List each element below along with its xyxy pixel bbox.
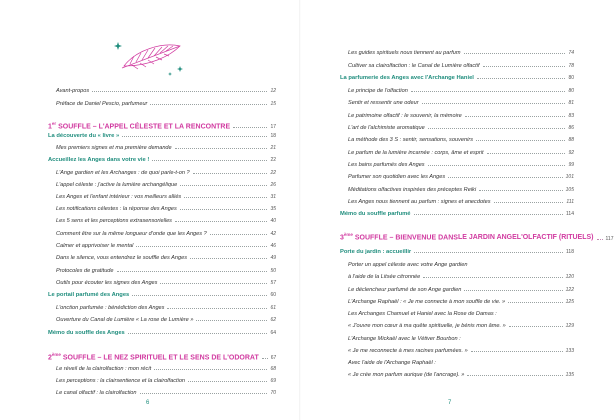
dot-leader — [193, 173, 268, 174]
toc-entry-text: Le réveil de la clairolfaction : mon récit — [56, 366, 152, 372]
toc-page-number: 88 — [568, 137, 574, 143]
toc-entry — [340, 150, 574, 156]
toc-entry — [48, 194, 276, 200]
toc-page-number: 125 — [565, 299, 574, 305]
toc-page-number: 129 — [565, 323, 574, 329]
toc-page-number: 83 — [568, 113, 574, 119]
toc-page-number: 64 — [270, 330, 276, 336]
toc-entry — [340, 372, 574, 378]
toc-entry-text: Le déclencheur parfumé de son Ange gardien — [348, 287, 462, 293]
toc-entry-text: Mémo du souffle parfumé — [340, 211, 411, 217]
toc-heading-text: SOUFFLE – BIENVENUE DANS — [352, 234, 458, 242]
toc-heading-ordinal: ème — [51, 352, 61, 357]
toc-entry-text: Avec l'aide de l'Archange Raphaël : — [348, 360, 436, 366]
toc-entry-text: Le canal olfactif : la clairolfaction — [56, 390, 137, 396]
table-of-contents-right — [340, 0, 614, 420]
left-page — [0, 0, 300, 420]
toc-entry-text: L'Archange Raphaël : « Je me connecte à mon souffle de vie. » — [348, 299, 506, 305]
toc-entry — [48, 255, 276, 261]
toc-page-number: 118 — [566, 249, 574, 255]
dot-leader — [154, 369, 267, 370]
dot-leader — [411, 91, 566, 92]
toc-entry — [48, 243, 276, 249]
toc-entry-text: Les guides spirituels nous tiennent au parfum — [348, 50, 461, 56]
right-page — [300, 0, 614, 420]
toc-entry — [48, 218, 276, 224]
dot-leader — [152, 160, 267, 161]
dot-leader — [180, 185, 267, 186]
toc-chapter — [48, 330, 276, 336]
toc-page-number: 40 — [270, 218, 276, 224]
toc-entry — [340, 262, 574, 268]
dot-leader — [483, 66, 566, 67]
toc-entry-text: L'onction parfumée : bénédiction des Anges — [56, 305, 165, 311]
toc-section-heading — [48, 121, 276, 130]
toc-page-number: 26 — [270, 182, 276, 188]
toc-entry-text: Les Anges nous tiennent au parfum : signes et anecdotes — [348, 199, 491, 205]
dot-leader — [471, 351, 563, 352]
toc-entry — [48, 182, 276, 188]
toc-chapter — [340, 211, 574, 217]
toc-entry — [340, 336, 574, 342]
dot-leader — [180, 209, 268, 210]
toc-entry-text: Accueillez les Anges dans votre vie ! — [48, 157, 150, 163]
toc-entry-text: Ouverture du Canal de Lumière « La rose de Lumière » — [56, 317, 194, 323]
toc-entry-text: L'art de l'alchimiste aromatique — [348, 125, 425, 131]
dot-leader — [422, 103, 566, 104]
dot-leader — [479, 190, 563, 191]
dot-leader — [414, 214, 563, 215]
toc-entry-text: Les notifications célestes : la réponse des Anges — [56, 206, 177, 212]
toc-chapter — [340, 249, 574, 255]
toc-page-number: 99 — [568, 162, 574, 168]
toc-entry-text: à l'aide de la Litsée citronnée — [348, 274, 421, 280]
dot-leader — [448, 177, 563, 178]
toc-entry-text: Mémo du souffle des Anges — [48, 330, 125, 336]
toc-entry — [48, 390, 276, 396]
toc-chapter — [340, 75, 574, 81]
dot-leader — [428, 165, 566, 166]
toc-entry-text: Le portail parfumé des Anges — [48, 292, 130, 298]
toc-page-number: 133 — [565, 348, 574, 354]
toc-entry-text: Méditations olfactives inspirées des préceptes Reiki — [348, 187, 477, 193]
toc-page-number: 57 — [270, 280, 276, 286]
toc-page-number: 111 — [566, 199, 574, 205]
toc-page-number: 46 — [270, 243, 276, 249]
dot-leader — [92, 91, 267, 92]
dot-leader — [509, 326, 563, 327]
toc-entry — [48, 280, 276, 286]
toc-entry — [48, 145, 276, 151]
toc-entry-text: L'appel céleste : j'active la lumière archangélique — [56, 182, 178, 188]
page-number-right: 7 — [448, 400, 452, 406]
toc-heading-number: 2 — [48, 354, 52, 362]
table-of-contents-left — [48, 0, 276, 420]
toc-entry-text: Avant-propos — [56, 88, 90, 94]
toc-heading-line2 — [458, 234, 614, 242]
toc-entry — [340, 50, 574, 56]
toc-entry-text: « Je crée mon parfum aurique (de l'ancrage). » — [348, 372, 465, 378]
toc-entry — [48, 170, 276, 176]
toc-page-number: 86 — [568, 125, 574, 131]
toc-chapter — [48, 133, 276, 139]
toc-entry — [48, 231, 276, 237]
dot-leader — [190, 258, 267, 259]
toc-page-number: 49 — [270, 255, 276, 261]
toc-page-number: 81 — [568, 100, 574, 106]
toc-entry — [340, 88, 574, 94]
toc-entry-text: Mes premiers signes et ma première demande — [56, 145, 172, 151]
toc-heading-line1 — [340, 231, 458, 242]
toc-entry-text: La méthode des 3 S : sentir, sensations, souvenirs — [348, 137, 473, 143]
toc-page-number: 67 — [270, 355, 277, 362]
toc-entry — [340, 162, 574, 168]
toc-page-number: 117 — [605, 236, 614, 243]
toc-page-number: 80 — [568, 88, 574, 94]
toc-page-number: 120 — [565, 274, 574, 280]
toc-entry — [48, 268, 276, 274]
toc-entry — [48, 206, 276, 212]
toc-entry — [48, 366, 276, 372]
toc-entry-text: L'Archange Mickaël avec le Vétiver Bourbon : — [348, 336, 461, 342]
toc-entry-text: Les Archanges Chamuel et Haniel avec la Rose de Damas : — [348, 311, 497, 317]
dot-leader — [117, 271, 268, 272]
toc-entry — [340, 299, 574, 305]
toc-entry-text: Le principe de l'olfaction — [348, 88, 408, 94]
toc-entry — [340, 311, 574, 317]
dot-leader — [508, 302, 562, 303]
dot-leader — [476, 140, 565, 141]
toc-entry-text: Comment être sur la même longueur d'onde que les Anges ? — [56, 231, 207, 237]
toc-entry — [340, 63, 574, 69]
toc-entry — [48, 88, 276, 94]
toc-entry-text: Les bains parfumés des Anges — [348, 162, 425, 168]
toc-entry-text: Porte du jardin : accueillir — [340, 249, 412, 255]
toc-page-number: 35 — [270, 206, 276, 212]
dot-leader — [132, 295, 267, 296]
dot-leader — [465, 116, 566, 117]
toc-entry — [340, 113, 574, 119]
toc-page-number: 31 — [270, 194, 276, 200]
toc-entry-text: Le parfum de la lumière incarnée : corps, âme et esprit — [348, 150, 484, 156]
dot-leader — [210, 234, 268, 235]
toc-entry — [340, 100, 574, 106]
dot-leader — [196, 320, 267, 321]
dot-leader — [188, 381, 267, 382]
toc-entry-text: Dans le silence, vous entendrez le souffle des Anges — [56, 255, 188, 261]
toc-page-number: 22 — [270, 157, 276, 163]
toc-entry-text: « Je me reconnecte à mes racines parfumées. » — [348, 348, 468, 354]
dot-leader — [167, 308, 267, 309]
toc-page-number: 78 — [568, 63, 574, 69]
toc-entry — [340, 174, 574, 180]
toc-entry — [48, 378, 276, 384]
toc-entry — [340, 287, 574, 293]
dot-leader — [494, 202, 564, 203]
toc-heading-number: 3 — [340, 234, 344, 242]
toc-page-number: 60 — [270, 292, 276, 298]
dot-leader — [464, 290, 562, 291]
toc-heading-text-line2: LE JARDIN ANGEL'OLFACTIF (RITUELS) — [457, 234, 594, 242]
dot-leader — [175, 148, 268, 149]
toc-heading — [48, 352, 259, 361]
toc-entry — [340, 187, 574, 193]
toc-page-number: 12 — [270, 88, 276, 94]
dot-leader — [428, 128, 566, 129]
toc-entry-text: La parfumerie des Anges avec l'Archange Haniel — [340, 75, 474, 81]
toc-entry-text: Protocoles de gratitude — [56, 268, 114, 274]
dot-leader — [160, 283, 267, 284]
toc-page-number: 18 — [270, 133, 276, 139]
toc-entry-text: Préface de Daniel Pescio, parfumeur — [56, 101, 148, 107]
dot-leader — [184, 197, 267, 198]
toc-page-number: 22 — [270, 170, 276, 176]
toc-entry-text: Outils pour écouter les signes des Anges — [56, 280, 158, 286]
toc-entry — [340, 274, 574, 280]
toc-entry — [340, 323, 574, 329]
toc-section-heading — [340, 231, 614, 243]
dot-leader — [477, 78, 566, 79]
dot-leader — [262, 358, 268, 359]
dot-leader — [136, 246, 267, 247]
dot-leader — [122, 136, 267, 137]
dot-leader — [467, 375, 562, 376]
toc-entry-text: Les perceptions : la clairsentience et la clairolfaction — [56, 378, 186, 384]
toc-heading-number: 1 — [48, 123, 52, 131]
toc-entry-text: Parfumer son quotidien avec les Anges — [348, 174, 446, 180]
toc-page-number: 122 — [565, 287, 574, 293]
toc-entry-text: Les 5 sens et les perceptions extrasensorielles — [56, 218, 172, 224]
toc-entry-text: Le patrimoine olfactif : le souvenir, la mémoire — [348, 113, 462, 119]
toc-page-number: 42 — [270, 231, 276, 237]
toc-page-number: 101 — [565, 174, 574, 180]
dot-leader — [414, 252, 563, 253]
dot-leader — [423, 277, 562, 278]
toc-heading-text: SOUFFLE – L'APPEL CÉLESTE ET LA RENCONTRE — [56, 123, 231, 131]
toc-entry-text: « J'ouvre mon cœur à ma quête spirituelle, je bénis mon âme. » — [348, 323, 506, 329]
dot-leader — [487, 153, 566, 154]
toc-entry-text: Les Anges et l'enfant intérieur : vos meilleurs alliés — [56, 194, 182, 200]
toc-heading — [48, 121, 230, 130]
dot-leader — [140, 393, 268, 394]
dot-leader — [128, 333, 268, 334]
toc-heading-text: SOUFFLE – LE NEZ SPIRITUEL ET LE SENS DE L'ODORAT — [60, 354, 259, 362]
dot-leader — [175, 221, 267, 222]
toc-entry — [340, 348, 574, 354]
toc-page-number: 50 — [270, 268, 276, 274]
toc-page-number: 70 — [270, 390, 276, 396]
toc-section-heading — [48, 352, 276, 361]
toc-entry — [48, 317, 276, 323]
toc-entry-text: Porter un appel céleste avec votre Ange gardien — [348, 262, 468, 268]
toc-entry-text: L'Ange gardien et les Archanges : de quoi parle-t-on ? — [56, 170, 190, 176]
toc-page-number: 80 — [568, 75, 574, 81]
toc-page-number: 92 — [568, 150, 574, 156]
toc-entry — [340, 137, 574, 143]
toc-entry — [48, 305, 276, 311]
toc-page-number: 114 — [566, 211, 574, 217]
toc-entry-text: La découverte du « livre » — [48, 133, 120, 139]
toc-entry-text: Calmer et apprivoiser le mental — [56, 243, 134, 249]
toc-page-number: 135 — [565, 372, 574, 378]
toc-entry-text: Cultiver sa clairolfaction : le Canal de Lumière olfactif — [348, 63, 480, 69]
dot-leader — [464, 53, 566, 54]
toc-heading-ordinal: er — [51, 121, 57, 126]
dot-leader — [597, 239, 603, 240]
toc-page-number: 61 — [270, 305, 276, 311]
toc-entry-text: Sentir et ressentir une odeur — [348, 100, 419, 106]
toc-page-number: 74 — [568, 50, 574, 56]
toc-page-number: 21 — [270, 145, 276, 151]
dot-leader — [233, 127, 267, 128]
toc-page-number: 105 — [565, 187, 574, 193]
toc-page-number: 62 — [270, 317, 276, 323]
toc-chapter — [48, 157, 276, 163]
toc-entry — [340, 125, 574, 131]
toc-entry — [340, 199, 574, 205]
toc-page-number: 15 — [270, 101, 276, 107]
toc-page-number: 69 — [270, 378, 276, 384]
toc-chapter — [48, 292, 276, 298]
toc-entry — [340, 360, 574, 366]
dot-leader — [150, 104, 267, 105]
toc-heading-ordinal: ème — [343, 232, 353, 237]
toc-entry — [48, 101, 276, 107]
toc-page-number: 17 — [270, 124, 276, 131]
toc-page-number: 68 — [270, 366, 276, 372]
page-number-left: 6 — [146, 400, 150, 406]
